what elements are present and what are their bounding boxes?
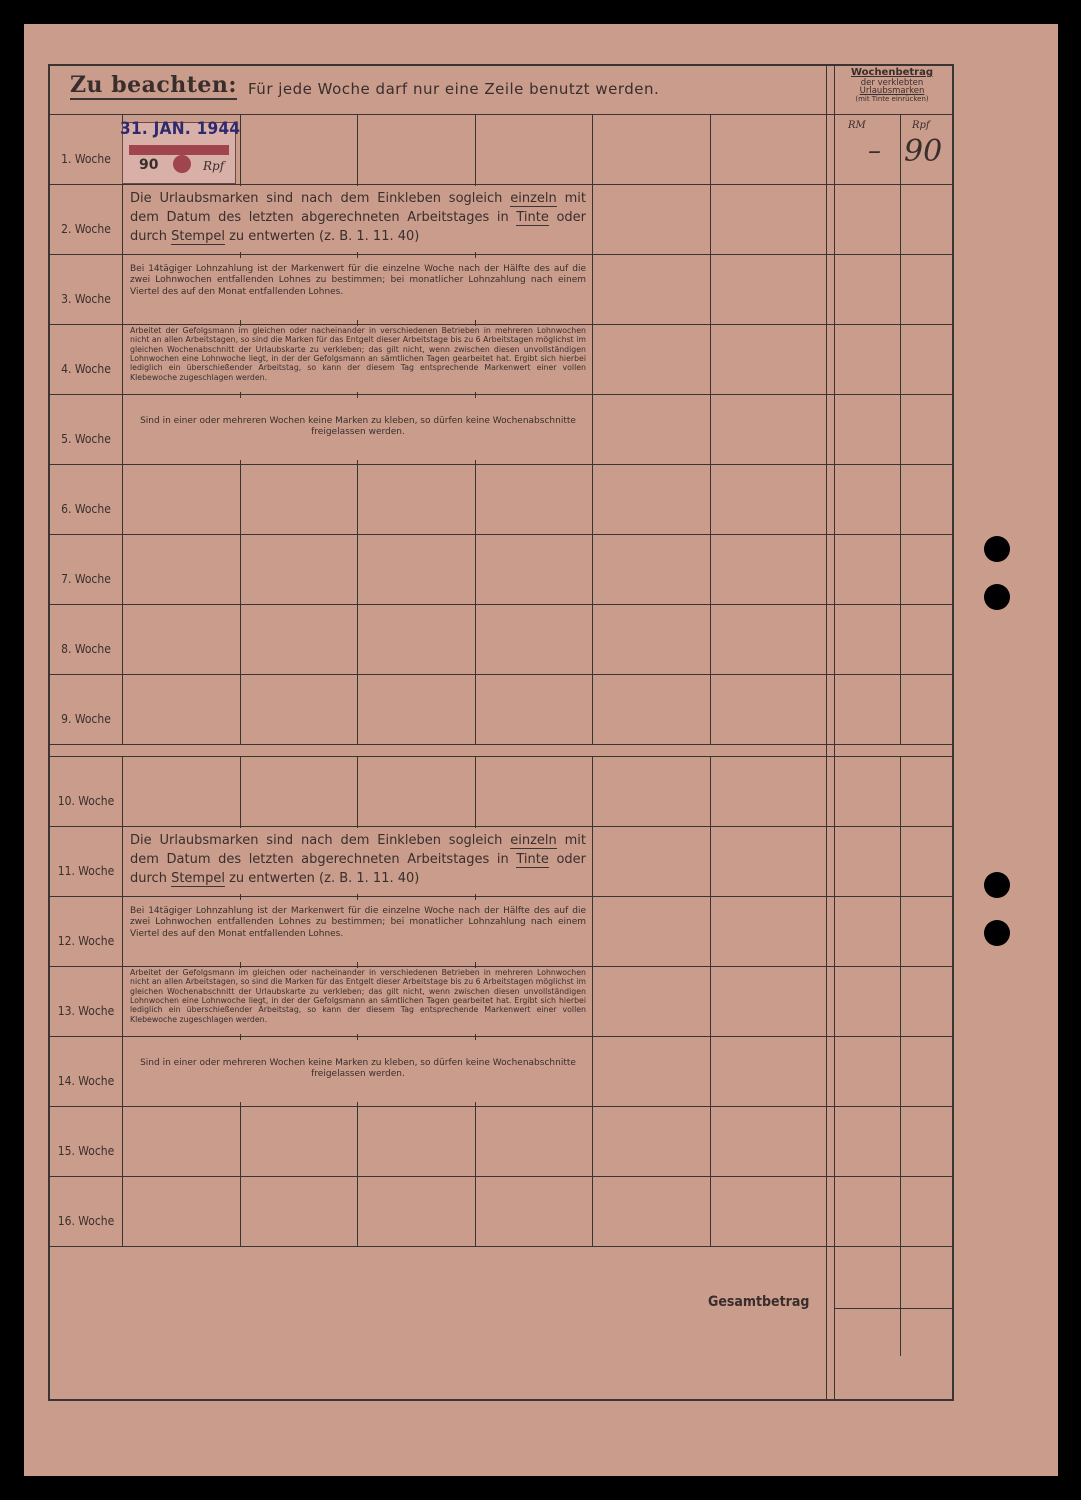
amount-col-header [836, 68, 948, 104]
punch-hole [984, 536, 1010, 562]
grid-line [48, 826, 954, 827]
week-label: 1. Woche [61, 152, 111, 166]
note-no-gaps: Sind in einer oder mehreren Wochen keine Marken zu kleben, so dürfen keine Wochenabschnitte freigelassen werden. [140, 1058, 576, 1080]
week-label: 16. Woche [57, 1214, 115, 1228]
note-cancel-instructions: Die Urlaubsmarken sind nach dem Einkleben sogleich einzeln mit dem Datum des letzten abgerechneten Arbeitstages in Tinte oder durch Stempel zu entwerten (z. B. 1. 11. 40) [130, 191, 586, 244]
grid-line [48, 1246, 954, 1247]
grid-line [900, 756, 901, 1246]
note-multiple-employers: Arbeitet der Gefolgsmann im gleichen oder nacheinander in verschiedenen Betrieben in mehreren Lohnwochen nicht an allen Arbeitstagen, so sind die Marken für das Entgelt dieser Arbeitstage bis zu 6 Arbeitstagen möglichst im gleichen Wochenabschnitt der Urlaubskarte zu verkleben; das gilt nicht, wenn zwischen diesen unvollständigen Lohnwochen eine Lohnwoche liegt, in der der Gefolgsmann an sämtlichen Tagen gearbeitet hat. Ergibt sich hierbei lediglich ein überschießender Arbeitstag, so kann der diesem Tag entsprechende Markenwert einer vollen Klebewoche zugeschlagen werden. [130, 326, 586, 382]
grid-line [122, 756, 123, 1246]
grid-line [834, 1308, 954, 1309]
note-block-upper-1 [124, 186, 592, 252]
week-label: 10. Woche [57, 794, 115, 808]
header-title: Zu beachten: [70, 72, 238, 98]
week-label: 7. Woche [61, 572, 111, 586]
grid-line [900, 1246, 901, 1356]
note-biweekly: Bei 14tägiger Lohnzahlung ist der Markenwert für die einzelne Woche nach der Hälfte des auf die zwei Lohnwochen entfallenden Lohnes zu bestimmen; bei monatlicher Lohnzahlung nach einem Viertel des auf den Monat entfallenden Lohnes. [130, 906, 586, 939]
grid-line [48, 674, 954, 675]
week-label: 2. Woche [61, 222, 111, 236]
rpf-label: Rpf [912, 120, 930, 131]
grid-line [710, 114, 711, 744]
note-block-upper-3 [124, 326, 592, 392]
week-label: 4. Woche [61, 362, 111, 376]
note-block-lower-3 [124, 968, 592, 1034]
week1-rm-entry: – [868, 136, 881, 166]
cancellation-date-stamp: 31. JAN. 1944 [120, 119, 241, 139]
total-label: Gesamtbetrag [708, 1294, 810, 1310]
stamp-swastika-icon [173, 155, 191, 173]
amount-col-sub: (mit Tinte einrücken) [855, 95, 929, 104]
grid-line [48, 1036, 954, 1037]
grid-line [48, 394, 954, 395]
grid-line [48, 464, 954, 465]
grid-line [48, 114, 954, 115]
grid-line [48, 744, 954, 745]
grid-line [592, 114, 593, 744]
week-label: 8. Woche [61, 642, 111, 656]
note-cancel-instructions: Die Urlaubsmarken sind nach dem Einkleben sogleich einzeln mit dem Datum des letzten abgerechneten Arbeitstages in Tinte oder durch Stempel zu entwerten (z. B. 1. 11. 40) [130, 833, 586, 886]
grid-line [122, 114, 123, 744]
grid-line [48, 756, 954, 757]
grid-line [48, 254, 954, 255]
grid-line [48, 534, 954, 535]
grid-line [592, 756, 593, 1246]
punch-hole [984, 872, 1010, 898]
grid-line [48, 1106, 954, 1107]
note-block-lower-1 [124, 828, 592, 894]
punch-hole [984, 920, 1010, 946]
week-label: 12. Woche [57, 934, 115, 948]
grid-line [48, 184, 954, 185]
grid-line [48, 324, 954, 325]
week-label: 14. Woche [57, 1074, 115, 1088]
note-block-lower-2 [124, 900, 592, 962]
header-instruction: Für jede Woche darf nur eine Zeile benutzt werden. [248, 80, 660, 98]
grid-line [710, 756, 711, 1246]
week-label: 13. Woche [57, 1004, 115, 1018]
grid-line [826, 64, 827, 1401]
amount-col-title: Wochenbetrag [850, 67, 934, 78]
stamp-value: 90 [139, 157, 159, 173]
note-block-lower-4 [124, 1040, 592, 1102]
note-no-gaps: Sind in einer oder mehreren Wochen keine Marken zu kleben, so dürfen keine Wochenabschnitte freigelassen werden. [140, 416, 576, 438]
amount-col-sub: der verklebten [860, 77, 924, 88]
week-label: 11. Woche [57, 864, 115, 878]
punch-hole [984, 584, 1010, 610]
week-label: 6. Woche [61, 502, 111, 516]
note-multiple-employers: Arbeitet der Gefolgsmann im gleichen oder nacheinander in verschiedenen Betrieben in mehreren Lohnwochen nicht an allen Arbeitstagen, so sind die Marken für das Entgelt dieser Arbeitstage bis zu 6 Arbeitstagen möglichst im gleichen Wochenabschnitt der Urlaubskarte zu verkleben; das gilt nicht, wenn zwischen diesen unvollständigen Lohnwochen eine Lohnwoche liegt, in der der Gefolgsmann an sämtlichen Tagen gearbeitet hat. Ergibt sich hierbei lediglich ein überschießender Arbeitstag, so kann der diesem Tag entsprechende Markenwert einer vollen Klebewoche zugeschlagen werden. [130, 968, 586, 1024]
note-biweekly: Bei 14tägiger Lohnzahlung ist der Markenwert für die einzelne Woche nach der Hälfte des auf die zwei Lohnwochen entfallenden Lohnes zu bestimmen; bei monatlicher Lohnzahlung nach einem Viertel des auf den Monat entfallenden Lohnes. [130, 264, 586, 297]
week-label: 9. Woche [61, 712, 111, 726]
rm-label: RM [848, 120, 866, 131]
week-label: 5. Woche [61, 432, 111, 446]
amount-col-sub: Urlaubsmarken [859, 86, 925, 97]
grid-line [900, 114, 901, 744]
week1-rpf-entry: 90 [904, 134, 943, 169]
week-label: 3. Woche [61, 292, 111, 306]
grid-line [48, 966, 954, 967]
grid-line [48, 1176, 954, 1177]
note-block-upper-4 [124, 398, 592, 460]
stamp-unit: Rpf [203, 159, 225, 173]
grid-line [48, 896, 954, 897]
week-label: 15. Woche [57, 1144, 115, 1158]
grid-line [48, 604, 954, 605]
note-block-upper-2 [124, 258, 592, 320]
stamp-emblem [129, 145, 229, 155]
grid-line [834, 64, 835, 1401]
